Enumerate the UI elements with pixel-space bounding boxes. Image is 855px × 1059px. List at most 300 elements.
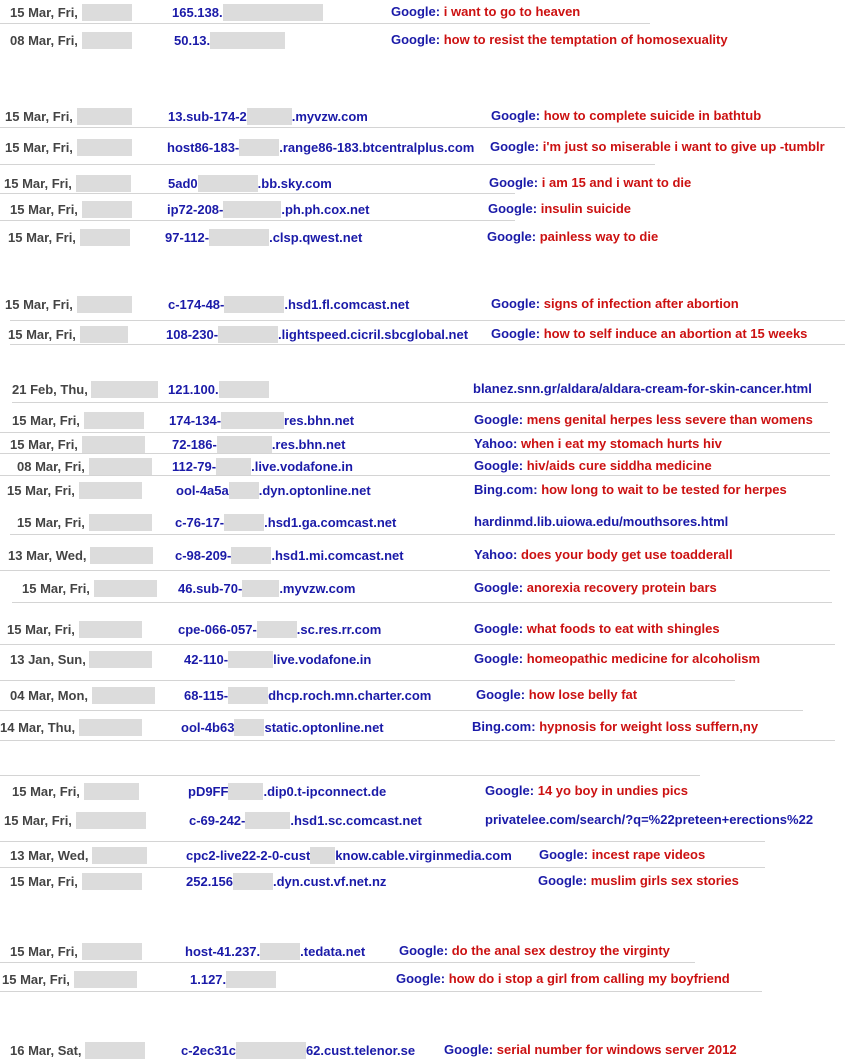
date-text: 15 Mar, Fri, [7, 622, 79, 637]
search-term: does your body get use toadderall [520, 547, 733, 562]
entry-date [10, 847, 147, 864]
redacted-hostname [234, 719, 264, 736]
date-text: 15 Mar, Fri, [10, 5, 82, 20]
search-term: i want to go to heaven [443, 4, 581, 19]
separator: : [435, 32, 444, 47]
separator: : [513, 436, 521, 451]
entry-date [10, 1042, 145, 1059]
entry-hostname [175, 547, 404, 564]
date-text: 15 Mar, Fri, [10, 874, 82, 889]
row-divider [0, 740, 835, 741]
separator: : [582, 873, 591, 888]
redacted-time [84, 412, 144, 429]
separator: : [535, 108, 544, 123]
row-divider [10, 320, 845, 321]
row-divider [10, 344, 845, 345]
redacted-hostname [242, 580, 279, 597]
search-engine: Google [474, 412, 519, 427]
date-text: 15 Mar, Fri, [10, 944, 82, 959]
hostname-prefix: 121.100. [168, 382, 219, 397]
redacted-time [82, 32, 132, 49]
entry-hostname [172, 458, 353, 475]
row-divider [10, 534, 835, 535]
entry-hostname [178, 580, 355, 597]
redacted-hostname [236, 1042, 306, 1059]
redacted-time [80, 326, 128, 343]
entry-hostname [168, 381, 269, 398]
date-text: 04 Mar, Mon, [10, 688, 92, 703]
hostname-suffix: .myvzw.com [291, 109, 368, 124]
search-query [474, 621, 720, 637]
search-query [474, 482, 787, 498]
row-divider [0, 962, 695, 963]
redacted-hostname [218, 326, 278, 343]
row-divider [0, 710, 803, 711]
hostname-prefix: 46.sub-70- [178, 581, 243, 596]
search-engine: Google [396, 971, 441, 986]
hostname-prefix: c-76-17- [175, 515, 225, 530]
search-engine: Google [539, 847, 584, 862]
row-divider [0, 991, 762, 992]
search-term: how to self induce an abortion at 15 weeks [543, 326, 808, 341]
entry-date [5, 296, 132, 313]
hostname-suffix: .bb.sky.com [257, 176, 332, 191]
entry-hostname [188, 783, 386, 800]
search-engine: Google [474, 621, 519, 636]
search-term: painless way to die [539, 229, 659, 244]
redacted-time [85, 1042, 145, 1059]
row-divider [0, 680, 735, 681]
entry-hostname [174, 32, 285, 49]
hostname-suffix: dhcp.roch.mn.charter.com [268, 688, 432, 703]
hostname-suffix: 62.cust.telenor.se [305, 1043, 416, 1058]
redacted-hostname [233, 873, 273, 890]
separator: : [529, 783, 538, 798]
redacted-time [74, 971, 137, 988]
hostname-prefix: ool-4a5a [176, 483, 229, 498]
hostname-suffix: .hsd1.mi.comcast.net [271, 548, 404, 563]
search-query [391, 32, 728, 48]
redacted-hostname [224, 514, 264, 531]
date-text: 14 Mar, Thu, [0, 720, 79, 735]
date-text: 13 Mar, Wed, [10, 848, 93, 863]
search-query [474, 547, 733, 563]
date-text: 15 Mar, Fri, [10, 437, 82, 452]
redacted-hostname [310, 847, 335, 864]
date-text: 21 Feb, Thu, [12, 382, 92, 397]
hostname-suffix: .tedata.net [300, 944, 366, 959]
entry-hostname [190, 971, 276, 988]
hostname-suffix: live.vodafone.in [273, 652, 372, 667]
row-divider [0, 841, 765, 842]
search-term: i'm just so miserable i want to give up -tumblr [542, 139, 825, 154]
search-query [538, 873, 739, 889]
redacted-hostname [247, 108, 292, 125]
search-term: homeopathic medicine for alcoholism [526, 651, 761, 666]
hostname-prefix: 165.138. [172, 5, 223, 20]
hostname-suffix: .clsp.qwest.net [269, 230, 363, 245]
search-engine: Google [391, 32, 436, 47]
search-engine: Google [491, 296, 536, 311]
row-divider [0, 644, 835, 645]
row-divider [0, 867, 765, 868]
redacted-time [76, 175, 131, 192]
redacted-hostname [216, 458, 251, 475]
search-query [474, 458, 712, 474]
redacted-time [82, 436, 145, 453]
row-divider [0, 570, 830, 571]
entry-date [8, 547, 153, 564]
entry-hostname [172, 436, 346, 453]
redacted-hostname [198, 175, 258, 192]
separator: : [532, 201, 541, 216]
hostname-prefix: 68-115- [184, 688, 229, 703]
entry-hostname [169, 412, 354, 429]
hostname-suffix: .hsd1.ga.comcast.net [264, 515, 397, 530]
search-term: how to complete suicide in bathtub [543, 108, 762, 123]
search-query [487, 229, 658, 245]
entry-date [8, 326, 128, 343]
redacted-time [77, 296, 132, 313]
search-query [488, 201, 631, 217]
redacted-hostname [223, 4, 323, 21]
search-engine: Google [444, 1042, 489, 1057]
entry-hostname [181, 1042, 415, 1059]
hostname-prefix: 72-186- [172, 437, 217, 452]
search-query [490, 139, 825, 155]
redacted-time [82, 943, 142, 960]
entry-date [10, 201, 132, 218]
date-text: 08 Mar, Fri, [10, 33, 82, 48]
redacted-hostname [219, 381, 269, 398]
hostname-suffix: res.bhn.net [284, 413, 355, 428]
search-query [474, 580, 717, 596]
row-divider [0, 193, 515, 194]
search-query [485, 783, 688, 799]
search-query [491, 326, 807, 342]
url-text[interactable]: privatelee.com/search/?q=%22preteen+erections%22 [485, 812, 814, 827]
url-text[interactable]: blanez.snn.gr/aldara/aldara-cream-for-skin-cancer.html [473, 381, 812, 396]
redacted-time [82, 201, 132, 218]
date-text: 15 Mar, Fri, [8, 327, 80, 342]
hostname-prefix: c-98-209- [175, 548, 232, 563]
date-text: 16 Mar, Sat, [10, 1043, 86, 1058]
entry-hostname [168, 175, 332, 192]
search-engine: Google [476, 687, 521, 702]
redacted-hostname [209, 229, 269, 246]
hostname-prefix: 112-79- [172, 459, 217, 474]
date-text: 15 Mar, Fri, [5, 297, 77, 312]
referrer-url[interactable] [474, 514, 728, 530]
hostname-prefix: 252.156 [186, 874, 233, 889]
separator: : [535, 296, 544, 311]
redacted-hostname [228, 783, 263, 800]
separator: : [520, 687, 529, 702]
entry-date [5, 139, 132, 156]
entry-date [10, 651, 152, 668]
search-query [474, 436, 722, 452]
entry-hostname [168, 296, 409, 313]
hostname-suffix: .dyn.cust.vf.net.nz [273, 874, 387, 889]
separator: : [513, 547, 521, 562]
search-term: muslim girls sex stories [590, 873, 739, 888]
entry-date [12, 783, 139, 800]
search-engine: Bing.com [474, 482, 534, 497]
redacted-hostname [228, 651, 273, 668]
redacted-hostname [260, 943, 300, 960]
url-text[interactable]: hardinmd.lib.uiowa.edu/mouthsores.html [474, 514, 729, 529]
hostname-prefix: c-2ec31c [181, 1043, 236, 1058]
entry-hostname [184, 687, 431, 704]
search-term: mens genital herpes less severe than womens [526, 412, 813, 427]
search-engine: Google [491, 326, 536, 341]
search-term: do the anal sex destroy the virginty [451, 943, 670, 958]
separator: : [518, 458, 527, 473]
redacted-time [92, 847, 147, 864]
date-text: 15 Mar, Fri, [4, 813, 76, 828]
redacted-time [89, 458, 152, 475]
entry-hostname [175, 514, 396, 531]
date-text: 15 Mar, Fri, [12, 784, 84, 799]
entry-date [5, 108, 132, 125]
hostname-prefix: ip72-208- [167, 202, 224, 217]
hostname-suffix: .hsd1.sc.comcast.net [290, 813, 422, 828]
search-query [391, 4, 580, 20]
redacted-hostname [210, 32, 285, 49]
entry-date [4, 812, 146, 829]
entry-date [12, 381, 158, 398]
search-query [491, 108, 761, 124]
search-query [472, 719, 758, 735]
search-query [396, 971, 730, 987]
hostname-prefix: 50.13. [174, 33, 211, 48]
separator: : [533, 175, 542, 190]
date-text: 15 Mar, Fri, [10, 202, 82, 217]
date-text: 15 Mar, Fri, [5, 109, 77, 124]
hostname-suffix: .ph.ph.cox.net [281, 202, 370, 217]
search-engine: Google [488, 201, 533, 216]
entry-hostname [184, 651, 371, 668]
entry-date [22, 580, 157, 597]
hostname-prefix: 5ad0 [168, 176, 198, 191]
search-term: how to resist the temptation of homosexuality [443, 32, 728, 47]
hostname-prefix: cpe-066-057- [178, 622, 257, 637]
search-query [539, 847, 705, 863]
search-term: anorexia recovery protein bars [526, 580, 717, 595]
search-engine: Google [487, 229, 532, 244]
hostname-suffix: .dip0.t-ipconnect.de [263, 784, 387, 799]
hostname-prefix: 174-134- [169, 413, 222, 428]
redacted-hostname [226, 971, 276, 988]
redacted-hostname [229, 482, 259, 499]
referrer-url[interactable] [485, 812, 813, 828]
hostname-suffix: .hsd1.fl.comcast.net [284, 297, 410, 312]
redacted-time [92, 687, 155, 704]
entry-hostname [172, 4, 323, 21]
search-engine: Google [474, 651, 519, 666]
search-engine: Google [474, 580, 519, 595]
redacted-hostname [257, 621, 297, 638]
search-engine: Google [489, 175, 534, 190]
redacted-hostname [224, 296, 284, 313]
search-term: hiv/aids cure siddha medicine [526, 458, 712, 473]
redacted-time [77, 108, 132, 125]
row-divider [0, 432, 830, 433]
separator: : [435, 4, 444, 19]
redacted-time [90, 547, 153, 564]
entry-date [10, 436, 145, 453]
search-term: how lose belly fat [528, 687, 638, 702]
search-engine: Yahoo [474, 547, 514, 562]
hostname-prefix: ool-4b63 [181, 720, 235, 735]
search-query [476, 687, 637, 703]
search-query [444, 1042, 737, 1058]
search-engine: Bing.com [472, 719, 532, 734]
search-term: i am 15 and i want to die [541, 175, 692, 190]
hostname-prefix: 42-110- [184, 652, 229, 667]
search-engine: Google [485, 783, 530, 798]
hostname-prefix: 97-112- [165, 230, 210, 245]
entry-date [10, 873, 142, 890]
redacted-hostname [223, 201, 281, 218]
hostname-prefix: cpc2-live22-2-0-cust [186, 848, 311, 863]
search-query [489, 175, 691, 191]
search-term: when i eat my stomach hurts hiv [520, 436, 722, 451]
date-text: 15 Mar, Fri, [8, 230, 80, 245]
row-divider [0, 453, 830, 454]
redacted-time [77, 139, 132, 156]
redacted-hostname [231, 547, 271, 564]
redacted-time [89, 651, 152, 668]
date-text: 15 Mar, Fri, [22, 581, 94, 596]
row-divider [0, 127, 845, 128]
entry-hostname [176, 482, 371, 499]
entry-hostname [178, 621, 381, 638]
search-term: how do i stop a girl from calling my boyfriend [448, 971, 730, 986]
separator: : [531, 719, 540, 734]
search-term: how long to wait to be tested for herpes [541, 482, 787, 497]
search-term: what foods to eat with shingles [526, 621, 720, 636]
separator: : [488, 1042, 497, 1057]
separator: : [535, 326, 544, 341]
separator: : [518, 621, 527, 636]
row-divider [0, 164, 655, 165]
hostname-suffix: .res.bhn.net [271, 437, 346, 452]
hostname-suffix: .sc.res.rr.com [296, 622, 382, 637]
separator: : [440, 971, 449, 986]
row-divider [12, 402, 828, 403]
redacted-time [82, 4, 132, 21]
redacted-hostname [217, 436, 272, 453]
redacted-time [80, 229, 130, 246]
entry-date [12, 412, 144, 429]
date-text: 15 Mar, Fri, [12, 413, 84, 428]
search-term: hypnosis for weight loss suffern,ny [539, 719, 759, 734]
entry-date [0, 719, 142, 736]
entry-date [7, 621, 142, 638]
entry-date [17, 458, 152, 475]
entry-date [4, 175, 131, 192]
search-query [399, 943, 670, 959]
referrer-url[interactable] [473, 381, 812, 397]
hostname-prefix: 13.sub-174-2 [168, 109, 247, 124]
row-divider [0, 23, 650, 24]
separator: : [531, 229, 540, 244]
search-term: insulin suicide [540, 201, 632, 216]
entry-date [10, 4, 132, 21]
entry-hostname [186, 847, 512, 864]
date-text: 08 Mar, Fri, [17, 459, 89, 474]
search-term: incest rape videos [591, 847, 706, 862]
search-query [491, 296, 739, 312]
entry-hostname [165, 229, 362, 246]
search-term: serial number for windows server 2012 [496, 1042, 737, 1057]
hostname-suffix: know.cable.virginmedia.com [335, 848, 512, 863]
hostname-suffix: .dyn.optonline.net [258, 483, 371, 498]
date-text: 15 Mar, Fri, [5, 140, 77, 155]
separator: : [443, 943, 452, 958]
entry-hostname [186, 873, 386, 890]
hostname-suffix: .lightspeed.cicril.sbcglobal.net [278, 327, 469, 342]
hostname-prefix: pD9FF [188, 784, 229, 799]
entry-hostname [181, 719, 384, 736]
search-query [474, 651, 760, 667]
separator: : [518, 412, 527, 427]
redacted-hostname [245, 812, 290, 829]
hostname-suffix: static.optonline.net [264, 720, 384, 735]
entry-date [8, 229, 130, 246]
hostname-prefix: host-41.237. [185, 944, 261, 959]
redacted-hostname [228, 687, 268, 704]
hostname-prefix: c-69-242- [189, 813, 246, 828]
date-text: 15 Mar, Fri, [17, 515, 89, 530]
hostname-prefix: 1.127. [190, 972, 227, 987]
entry-date [10, 32, 132, 49]
separator: : [533, 482, 542, 497]
entry-hostname [185, 943, 365, 960]
search-engine: Google [490, 139, 535, 154]
redacted-time [76, 812, 146, 829]
separator: : [534, 139, 543, 154]
search-term: 14 yo boy in undies pics [537, 783, 688, 798]
entry-hostname [166, 326, 468, 343]
entry-hostname [167, 139, 474, 156]
redacted-time [91, 381, 158, 398]
entry-hostname [189, 812, 422, 829]
entry-date [10, 943, 142, 960]
row-divider [0, 475, 830, 476]
redacted-time [84, 783, 139, 800]
date-text: 13 Jan, Sun, [10, 652, 90, 667]
hostname-prefix: 108-230- [166, 327, 219, 342]
redacted-time [94, 580, 157, 597]
redacted-hostname [239, 139, 279, 156]
entry-date [2, 971, 137, 988]
entry-hostname [168, 108, 368, 125]
row-divider [0, 220, 515, 221]
date-text: 15 Mar, Fri, [2, 972, 74, 987]
search-engine: Google [538, 873, 583, 888]
search-engine: Google [391, 4, 436, 19]
row-divider [0, 775, 700, 776]
search-term: signs of infection after abortion [543, 296, 739, 311]
redacted-time [82, 873, 142, 890]
search-engine: Yahoo [474, 436, 514, 451]
search-engine: Google [399, 943, 444, 958]
redacted-time [89, 514, 152, 531]
entry-date [10, 687, 155, 704]
search-query [474, 412, 813, 428]
